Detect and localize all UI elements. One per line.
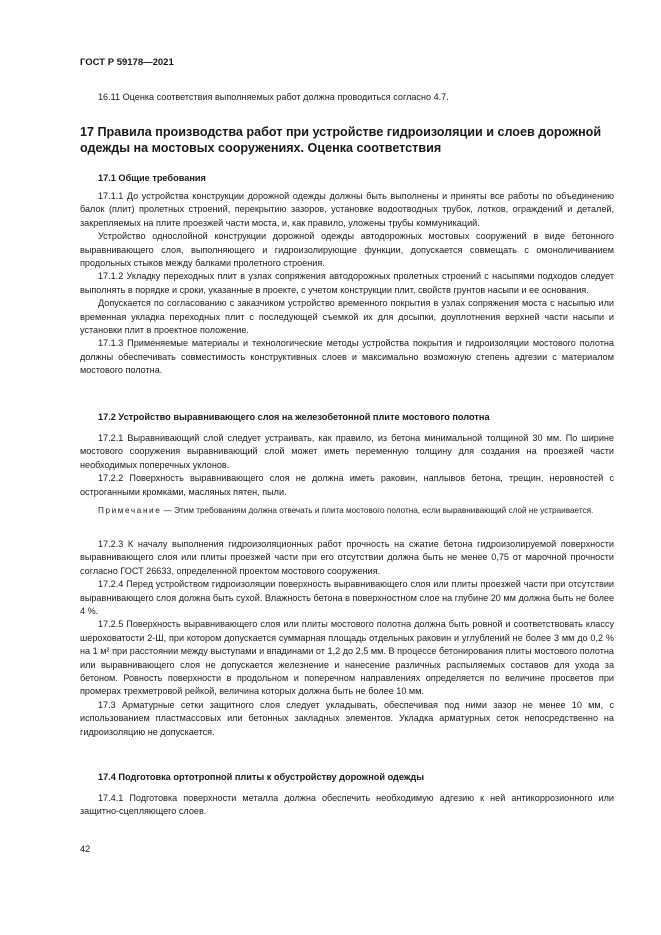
paragraph: 17.2.1 Выравнивающий слой следует устраивать, как правило, из бетона минимальной толщиной 30 мм. По ширине мостового сооружения выравнивающий слой может иметь переменную толщину для создания на проезжей части необходимых поперечных уклонов. (80, 433, 614, 470)
paragraph: 17.1.1 До устройства конструкции дорожной одежды должны быть выполнены и приняты все работы по объединению балок (плит) пролетных строений, перекрытию зазоров, установке водоотводных трубок, лотков, ограждений и деталей, закрепляемых на плите проезжей части моста, и, как правило, уложены трубы коммуникаций. (80, 191, 614, 228)
page-number: 42 (80, 844, 91, 854)
section-17-1-body (80, 190, 614, 378)
section-17-4-body (80, 792, 614, 819)
paragraph: Устройство однослойной конструкции дорожной одежды автодорожных мостовых сооружений в виде бетонного выравнивающего слоя, выполняющего и гидроизолирующие функции, допускается совмещать с омоноличиванием продольных стыков между балками пролетного строения. (80, 231, 614, 269)
section-17-2-body (80, 432, 614, 499)
paragraph: 17.3 Арматурные сетки защитного слоя следует укладывать, обеспечивая под ними зазор не менее 10 мм, с использованием пластмассовых или бетонных закладных элементов. Укладка арматурных сеток непосредственно на гидроизоляцию не допускается. (80, 699, 614, 737)
note-text: — Этим требованиям должна отвечать и плита мостового полотна, если выравнивающий слой не устраивается. (161, 506, 594, 515)
paragraph: 17.2.2 Поверхность выравнивающего слоя не должна иметь раковин, наплывов бетона, трещин, неровностей с остроганными кромками, масляных пятен, пыли. (80, 473, 614, 497)
note (80, 505, 614, 517)
paragraph: 17.1.2 Укладку переходных плит в узлах сопряжения автодорожных пролетных строений с насыпями подходов следует выполнять в порядке и сроки, указанные в проекте, с учетом конструкции плит, свойств грунтов насыпи и ее основания. (80, 271, 614, 295)
section-17-2-title: 17.2 Устройство выравнивающего слоя на железобетонной плите мостового полотна (98, 412, 490, 422)
note-label: Примечание (98, 506, 162, 515)
paragraph: Допускается по согласованию с заказчиком устройство временного покрытия в узлах сопряжения моста с насыпью или временная укладка переходных плит с последующей съемкой их для досыпки, доуплотнения верхней части насыпи и установки плит в проектное положение. (80, 298, 614, 336)
paragraph: 17.4.1 Подготовка поверхности металла должна обеспечить необходимую адгезию к ней антикоррозионного или защитно-сцепляющего слоев. (80, 793, 614, 817)
section-17-2-body-continued (80, 538, 614, 739)
paragraph: 17.2.3 К началу выполнения гидроизоляционных работ прочность на сжатие бетона гидроизолируемой поверхности выравнивающего слоя или плиты проезжей части при его отсутствии должна быть не менее 0,75 от марочной прочности согласно ГОСТ 26633, определенной проектом мостового сооружения. (80, 539, 614, 576)
section-17-1-title: 17.1 Общие требования (98, 173, 206, 183)
paragraph: 17.1.3 Применяемые материалы и технологические методы устройства покрытия и гидроизоляции мостового полотна должны обеспечивать совместимость конструктивных слоев и максимально возможную степень адгезии с материалом мостового полотна. (80, 338, 614, 376)
clause-16-11 (80, 91, 614, 104)
paragraph: 17.2.4 Перед устройством гидроизоляции поверхность выравнивающего слоя или плиты проезжей части при отсутствии выравнивающего слоя должна быть сухой. Влажность бетона в поверхностном слое на глубине 20 мм должна быть не более 4 %. (80, 579, 614, 617)
section-17-4-title: 17.4 Подготовка ортотропной плиты к обустройству дорожной одежды (98, 772, 425, 782)
standard-designation: ГОСТ Р 59178—2021 (80, 57, 174, 68)
chapter-17-title: 17 Правила производства работ при устройстве гидроизоляции и слоев дорожной одежды на мостовых сооружениях. Оценка соответствия (80, 125, 602, 156)
paragraph: 17.2.5 Поверхность выравнивающего слоя или плиты мостового полотна должна быть ровной и соответствовать классу шероховатости 2-Ш, при котором допускается суммарная площадь отдельных раковин и углублений не более 3 мм до 0,2 % на 1 м² при расстоянии между выступами и впадинами от 1,2 до 2,5 мм. В процессе бетонирования плиты мостового полотна или выравнивающего слоя не допускается железнение и нанесение различных распыляемых составов для ухода за бетоном. Ровность поверхности в продольном и поперечном направлениях определяется по величине просветов при промерах трехметровой рейкой, величина которых должна быть не более 10 мм. (80, 619, 614, 697)
paragraph: 16.11 Оценка соответствия выполняемых работ должна проводиться согласно 4.7. (98, 92, 449, 102)
